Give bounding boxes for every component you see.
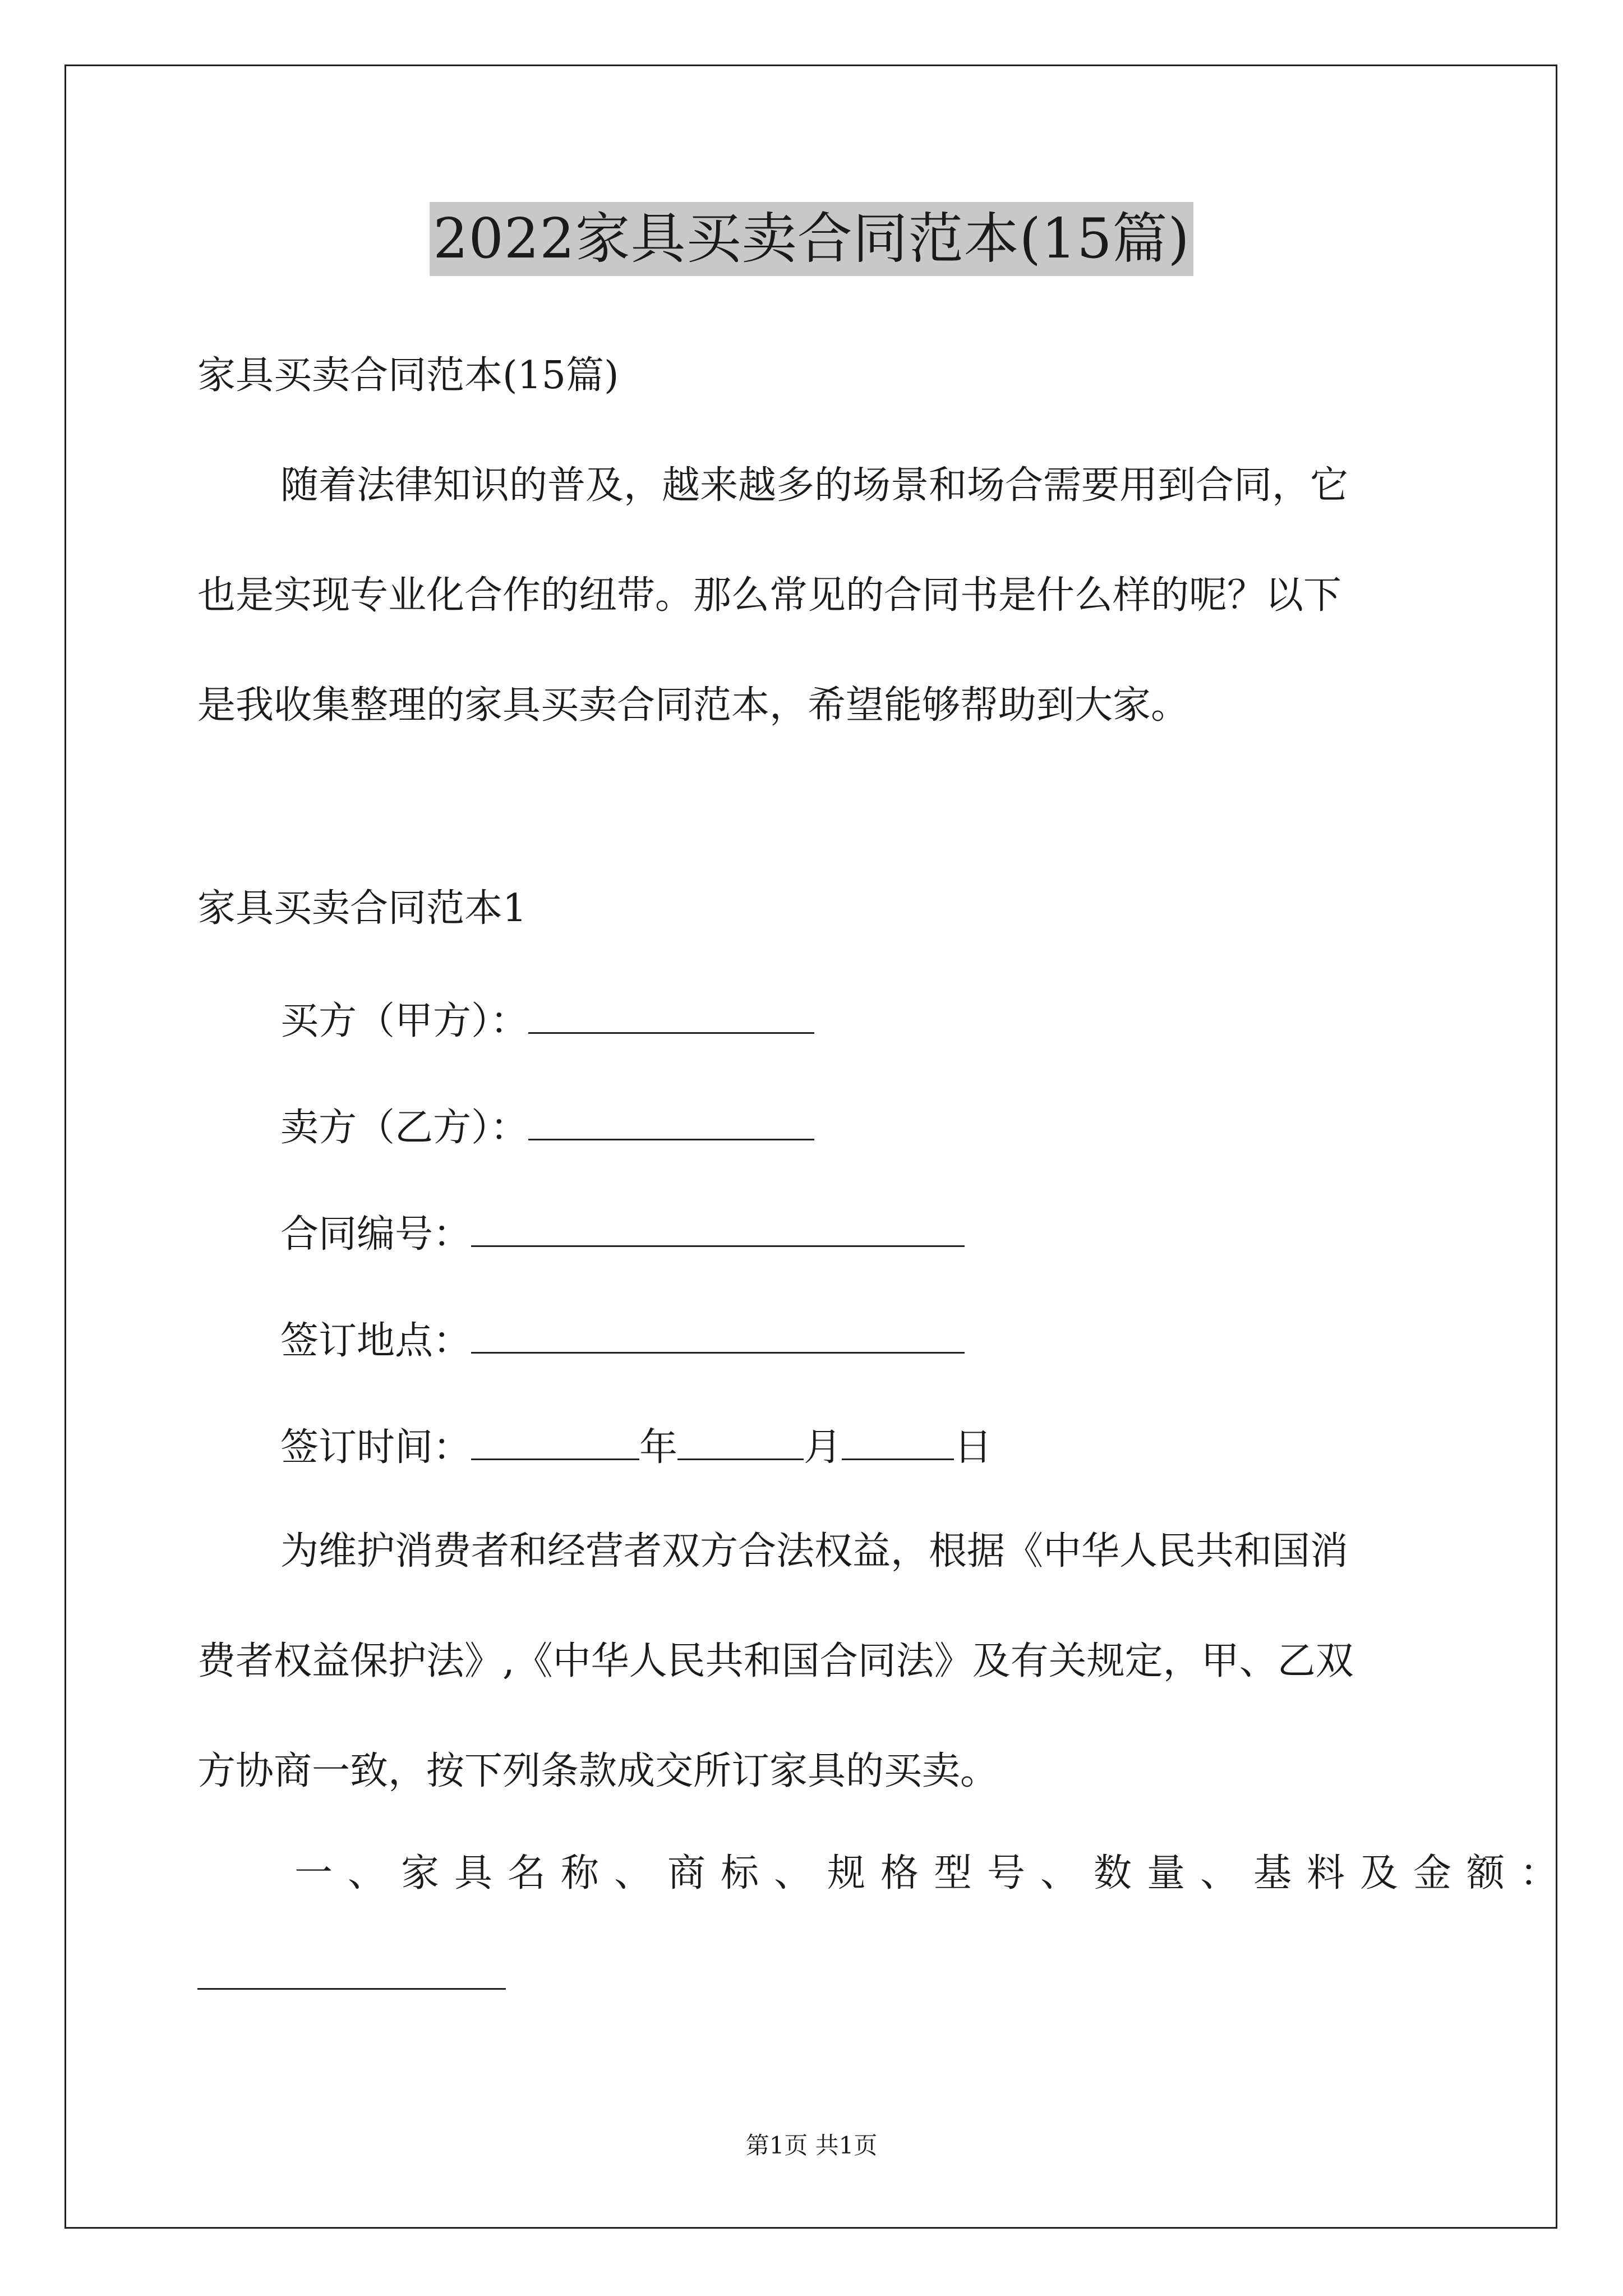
clause-one-blank[interactable] — [197, 1952, 506, 1990]
clause-one-heading: 一、家具名称、商标、规格型号、数量、基料及金额： — [294, 1851, 1574, 1895]
seller-field — [280, 1103, 814, 1151]
seller-label: 卖方（乙方）： — [280, 1106, 529, 1150]
clause-one-blank-line — [197, 1952, 506, 2000]
sign-time-field — [280, 1423, 992, 1470]
sign-time-label: 签订时间： — [280, 1425, 472, 1470]
sign-place-label: 签订地点： — [280, 1319, 472, 1363]
section-heading: 家具买卖合同范本1 — [197, 886, 527, 931]
body-line-3: 方协商一致，按下列条款成交所订家具的买卖。 — [197, 1749, 999, 1793]
day-label: 日 — [954, 1425, 993, 1470]
title-container — [0, 202, 1623, 276]
intro-line-3: 是我收集整理的家具买卖合同范本，希望能够帮助到大家。 — [197, 683, 1189, 728]
buyer-blank[interactable] — [528, 996, 814, 1034]
contract-number-field — [280, 1209, 965, 1257]
body-line-1: 为维护消费者和经营者双方合法权益，根据《中华人民共和国消 — [280, 1529, 1349, 1573]
buyer-field — [280, 996, 814, 1044]
document-title: 2022家具买卖合同范本(15篇) — [430, 202, 1193, 276]
subtitle: 家具买卖合同范本(15篇) — [197, 353, 619, 398]
page-footer: 第1页 共1页 — [745, 2132, 878, 2159]
month-blank[interactable] — [677, 1423, 804, 1460]
seller-blank[interactable] — [528, 1103, 814, 1140]
buyer-label: 买方（甲方）： — [280, 999, 529, 1043]
day-blank[interactable] — [842, 1423, 954, 1460]
body-line-2: 费者权益保护法》,《中华人民共和国合同法》及有关规定，甲、乙双 — [197, 1639, 1354, 1683]
intro-line-1: 随着法律知识的普及，越来越多的场景和场合需要用到合同，它 — [280, 463, 1349, 508]
year-blank[interactable] — [471, 1423, 639, 1460]
intro-line-2: 也是实现专业化合作的纽带。那么常见的合同书是什么样的呢？以下 — [197, 573, 1342, 618]
month-label: 月 — [804, 1425, 842, 1470]
sign-place-blank[interactable] — [471, 1316, 965, 1354]
contract-number-label: 合同编号： — [280, 1212, 472, 1257]
contract-number-blank[interactable] — [471, 1209, 965, 1247]
sign-place-field — [280, 1316, 965, 1364]
year-label: 年 — [639, 1425, 678, 1470]
